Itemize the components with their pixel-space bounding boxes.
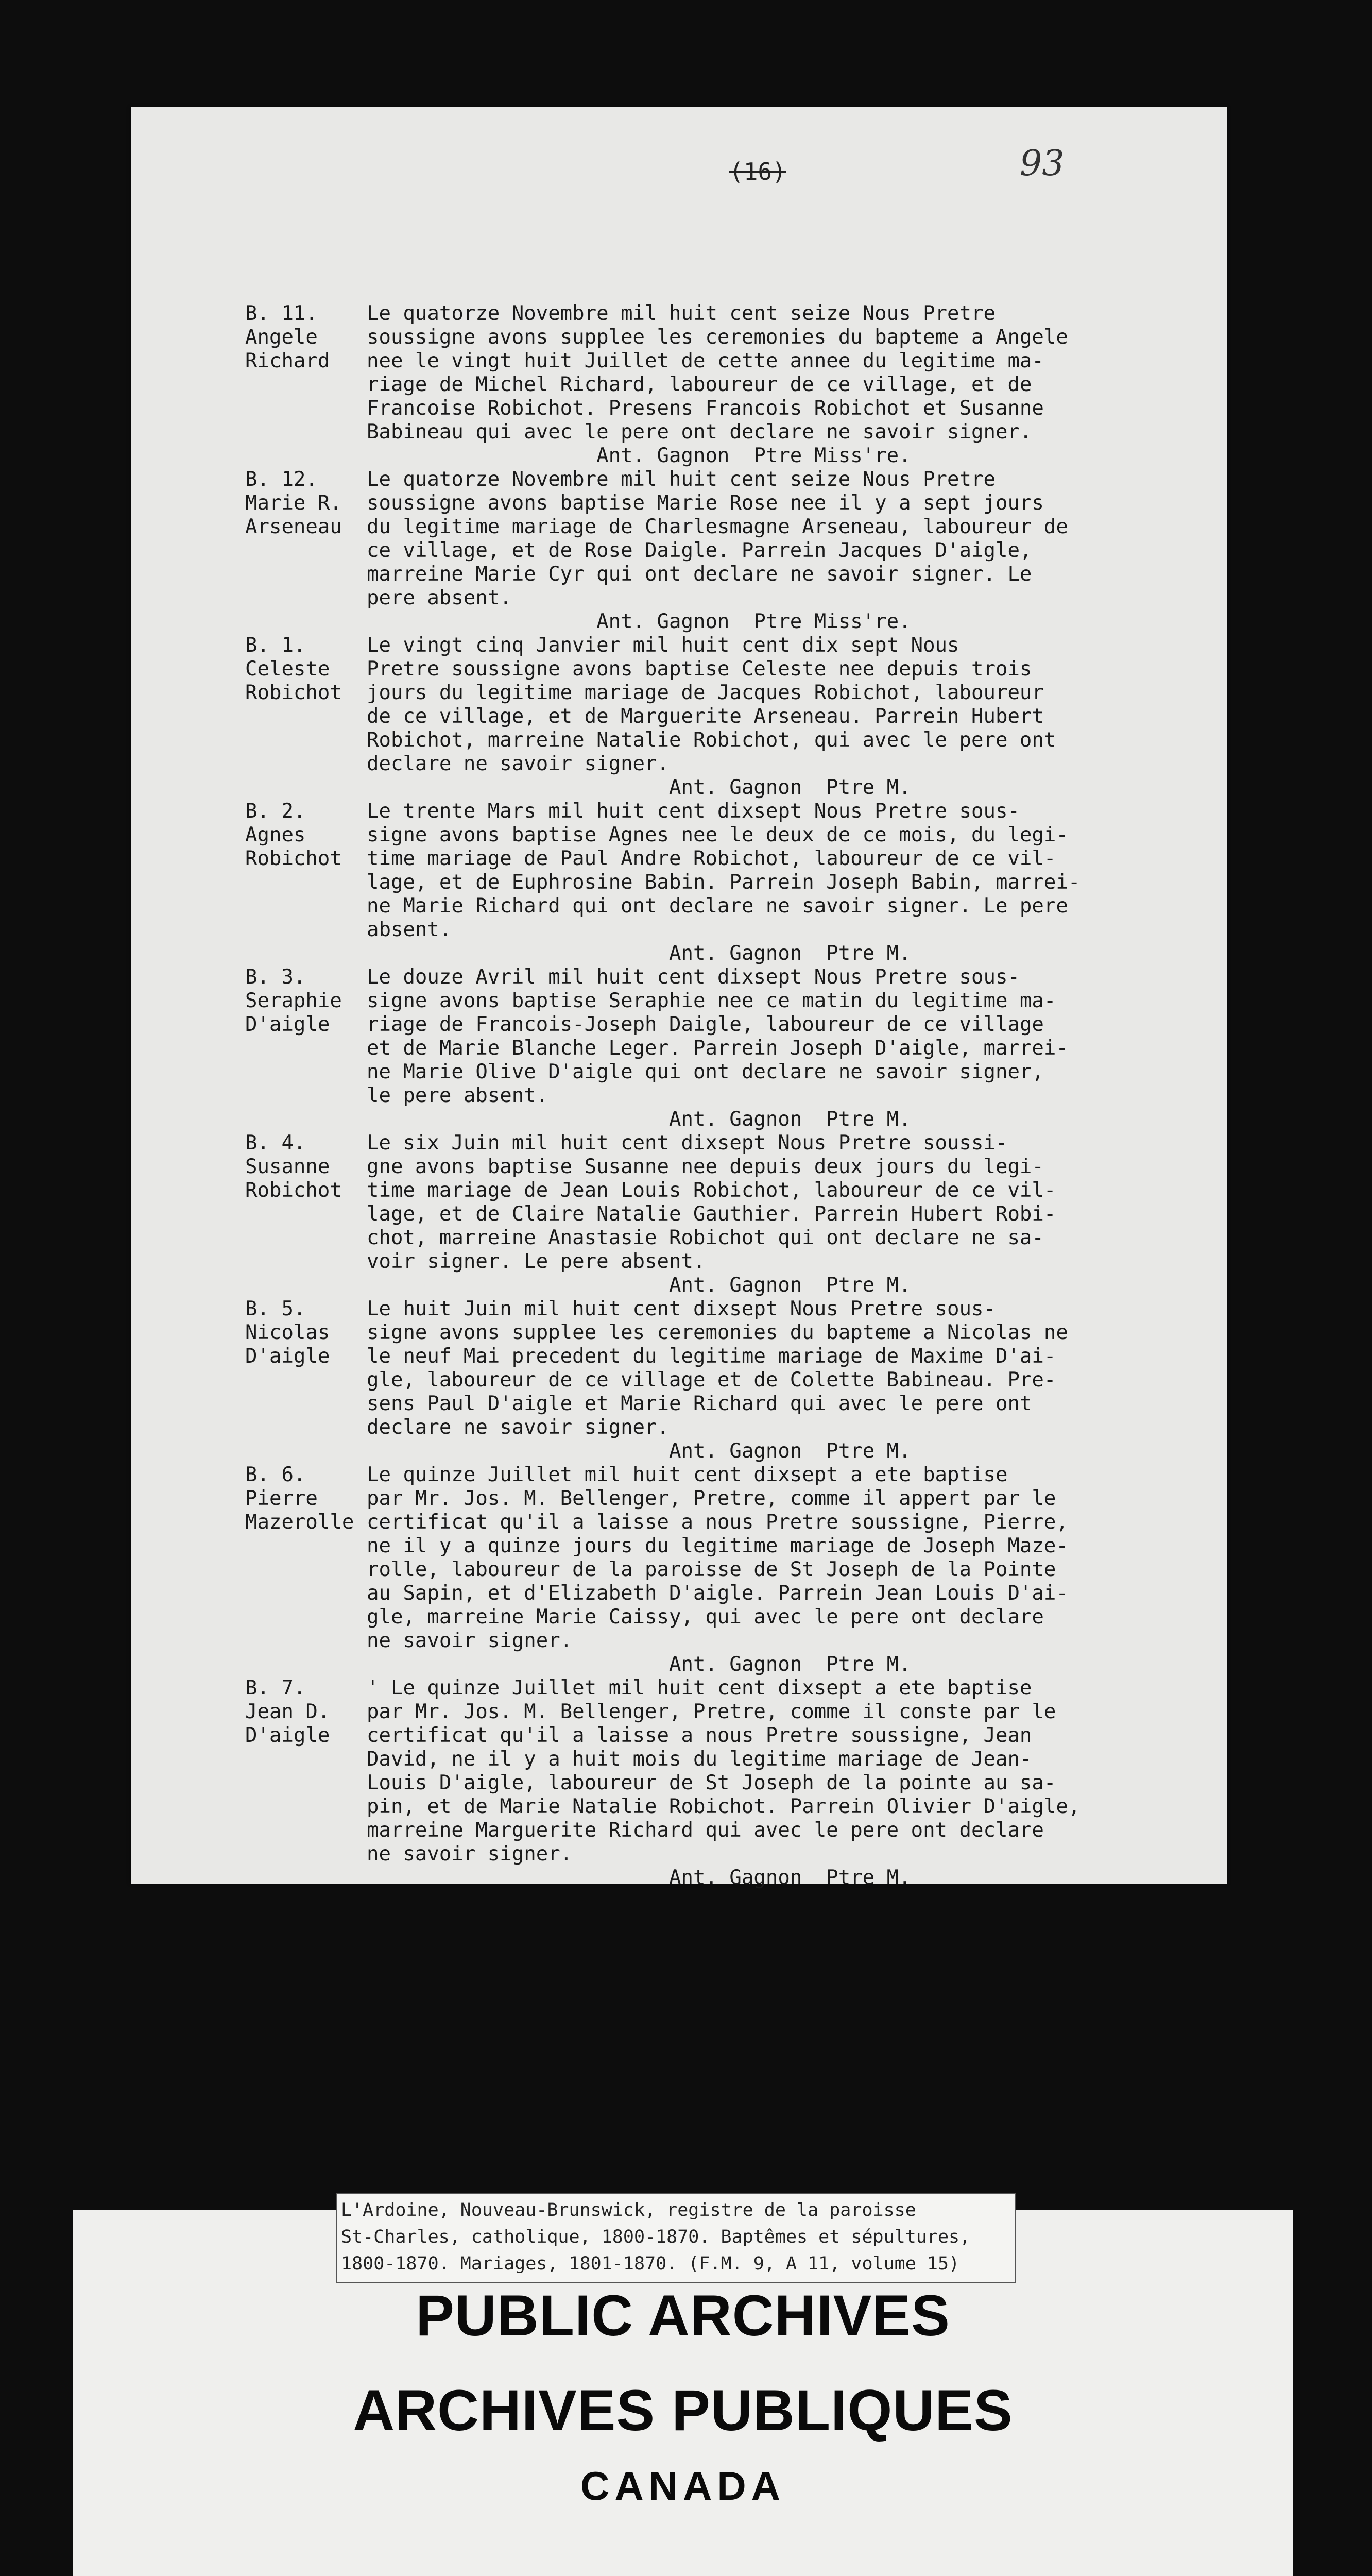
entry-signature: Ant. Gagnon Ptre M. — [367, 1653, 911, 1676]
entry-text: ' Le quinze Juillet mil huit cent dixsept a ete baptise par Mr. Jos. M. Bellenger, Pretre, comme il conste par le certificat qu'il a laisse a nous Pretre soussigne, Jean David, ne il y a huit mois du legitime mariage de Jean- Louis D'aigle, laboureur de St Joseph de la pointe au sa- pin, et de Marie Natalie Robichot. Parrein Olivier D'aigle, marreine Marguerite Richard qui avec le pere ont declare ne savoir signer. — [367, 1676, 1081, 1866]
entry-label: B. 11. Angele Richard — [245, 302, 330, 372]
entry-label: B. 2. Agnes Robichot — [245, 800, 342, 870]
entry-signature: Ant. Gagnon Ptre Miss're. — [367, 444, 911, 467]
entry-signature: Ant. Gagnon Ptre M. — [367, 1108, 911, 1131]
entry-label: B. 4. Susanne Robichot — [245, 1131, 342, 1202]
entry-text: Le quatorze Novembre mil huit cent seize Nous Pretre soussigne avons baptise Marie Rose nee il y a sept jours du legitime mariage de Charlesmagne Arseneau, laboureur de ce village, et de Rose Daigle. Parrein Jacques D'aigle, marreine Marie Cyr qui ont declare ne savoir signer. Le pere absent. — [367, 468, 1068, 609]
entry-text: Le huit Juin mil huit cent dixsept Nous Pretre sous- signe avons supplee les ceremonies du bapteme a Nicolas ne le neuf Mai precedent du legitime mariage de Maxime D'ai- gle, laboureur de ce village et de Colette Babineau. Pre- sens Paul D'aigle et Marie Richard qui avec le pere ont declare ne savoir signer. — [367, 1297, 1068, 1439]
entry-b1 — [245, 634, 1213, 800]
entry-text: Le trente Mars mil huit cent dixsept Nous Pretre sous- signe avons baptise Agnes nee le deux de ce mois, du legi- time mariage de Paul Andre Robichot, laboureur de ce vil- lage, et de Euphrosine Babin. Parrein Joseph Babin, marrei- ne Marie Richard qui ont declare ne savoir signer. Le pere absent. — [367, 800, 1081, 941]
entry-label: B. 3. Seraphie D'aigle — [245, 965, 342, 1036]
archive-stamp-english: PUBLIC ARCHIVES — [416, 2283, 950, 2348]
entry-label: B. 12. Marie R. Arseneau — [245, 468, 342, 538]
entry-label: B. 6. Pierre Mazerolle — [245, 1463, 354, 1534]
archive-stamp-country: CANADA — [580, 2463, 785, 2509]
entry-b6 — [245, 1463, 1213, 1676]
entry-text: Le vingt cinq Janvier mil huit cent dix sept Nous Pretre soussigne avons baptise Celeste nee depuis trois jours du legitime mariage de Jacques Robichot, laboureur de ce village, et de Marguerite Arseneau. Parrein Hubert Robichot, marreine Natalie Robichot, qui avec le pere ont declare ne savoir signer. — [367, 634, 1056, 775]
page-number: (16) — [729, 158, 786, 185]
folio-number: 93 — [1020, 143, 1065, 184]
entry-text: Le quinze Juillet mil huit cent dixsept a ete baptise par Mr. Jos. M. Bellenger, Pretre, comme il appert par le certificat qu'il a laisse a nous Pretre soussigne, Pierre, ne il y a quinze jours du legitime mariage de Joseph Maze- rolle, laboureur de la paroisse de St Joseph de la Pointe au Sapin, et d'Elizabeth D'aigle. Parrein Jean Louis D'ai- gle, marreine Marie Caissy, qui avec le pere ont declare ne savoir signer. — [367, 1463, 1068, 1652]
entry-b12 — [245, 468, 1213, 634]
entry-text: Le douze Avril mil huit cent dixsept Nous Pretre sous- signe avons baptise Seraphie nee ce matin du legitime ma- riage de Francois-Joseph Daigle, laboureur de ce village et de Marie Blanche Leger. Parrein Joseph D'aigle, marrei- ne Marie Olive D'aigle qui ont declare ne savoir signer, le pere absent. — [367, 965, 1068, 1107]
entry-signature: Ant. Gagnon Ptre Miss're. — [367, 610, 911, 633]
entry-b11 — [245, 302, 1213, 468]
entry-text: Le quatorze Novembre mil huit cent seize Nous Pretre soussigne avons supplee les ceremonies du bapteme a Angele nee le vingt huit Juillet de cette annee du legitime ma- riage de Michel Richard, laboureur de ce village, et de Francoise Robichot. Presens Francois Robichot et Susanne Babineau qui avec le pere ont declare ne savoir signer. — [367, 302, 1068, 444]
entry-b7 — [245, 1676, 1213, 1890]
archive-stamp-french: ARCHIVES PUBLIQUES — [353, 2378, 1013, 2443]
entry-label: B. 7. Jean D. D'aigle — [245, 1676, 330, 1747]
entry-b4 — [245, 1131, 1213, 1297]
archive-reference-label: L'Ardoine, Nouveau-Brunswick, registre de la paroisse St-Charles, catholique, 1800-1870. Baptêmes et sépultures, 1800-1870. Mariages, 1801-1870. (F.M. 9, A 11, volume 15) — [336, 2193, 1016, 2283]
entry-signature: Ant. Gagnon Ptre M. — [367, 776, 911, 799]
entry-text: Le six Juin mil huit cent dixsept Nous Pretre soussi- gne avons baptise Susanne nee depuis deux jours du legi- time mariage de Jean Louis Robichot, laboureur de ce vil- lage, et de Claire Natalie Gauthier. Parrein Hubert Robi- chot, marreine Anastasie Robichot qui ont declare ne sa- voir signer. Le pere absent. — [367, 1131, 1056, 1273]
entry-b3 — [245, 965, 1213, 1131]
entry-signature: Ant. Gagnon Ptre M. — [367, 1866, 911, 1889]
entry-signature: Ant. Gagnon Ptre M. — [367, 942, 911, 965]
entry-signature: Ant. Gagnon Ptre M. — [367, 1439, 911, 1463]
baptism-entries — [245, 302, 1213, 1890]
entry-label: B. 1. Celeste Robichot — [245, 634, 342, 704]
entry-signature: Ant. Gagnon Ptre M. — [367, 1274, 911, 1297]
entry-b5 — [245, 1297, 1213, 1463]
register-page — [131, 107, 1227, 1889]
entry-label: B. 5. Nicolas D'aigle — [245, 1297, 330, 1368]
entry-b2 — [245, 800, 1213, 965]
